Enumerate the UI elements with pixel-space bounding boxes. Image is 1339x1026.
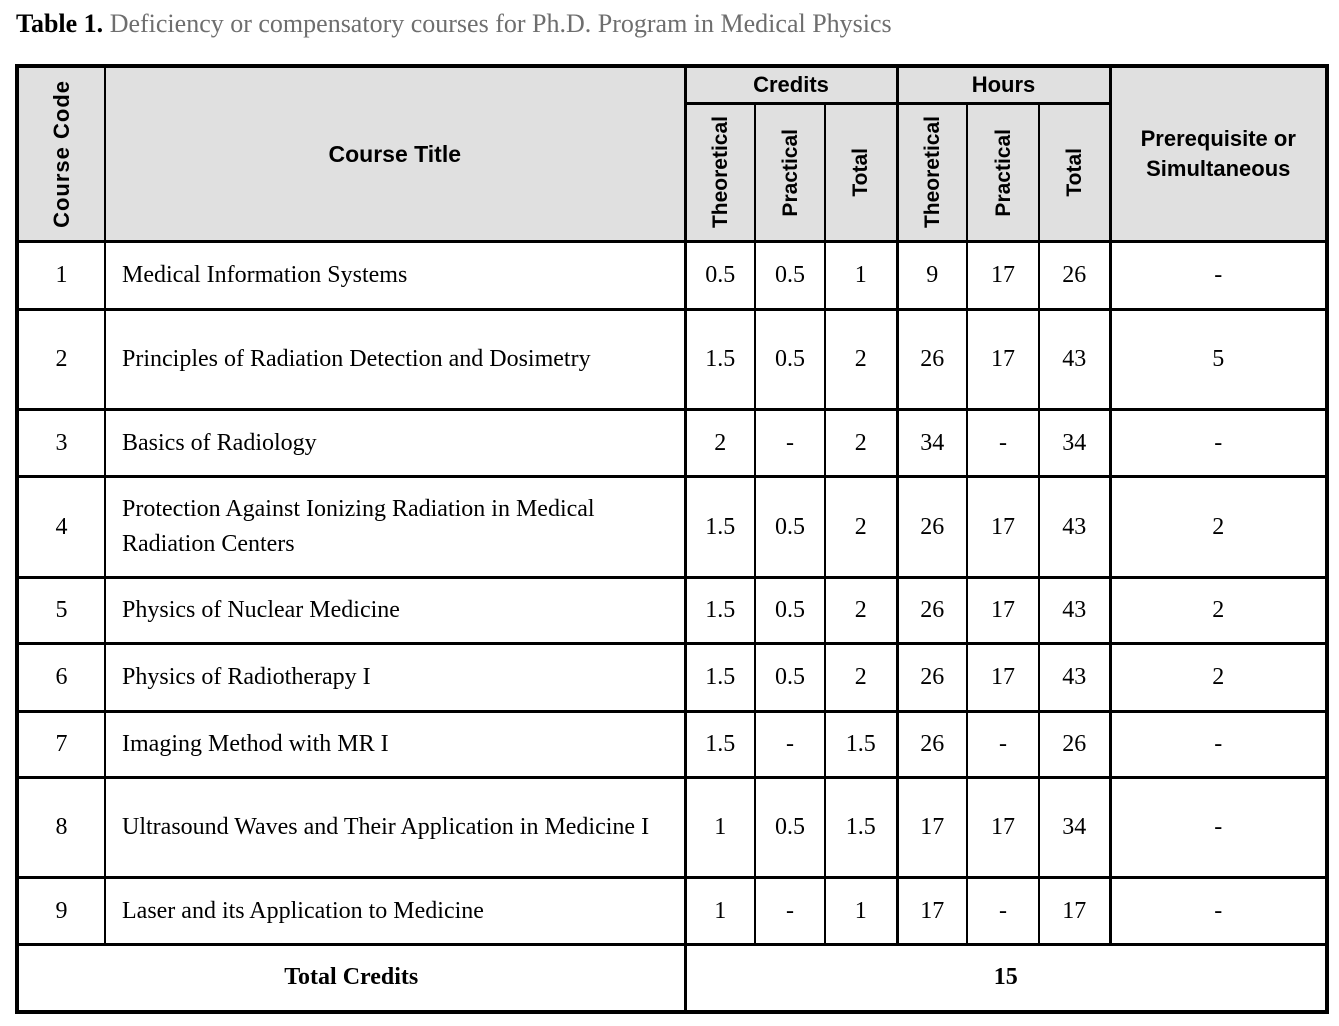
cell-credits-theoretical: 1.5 (685, 310, 755, 410)
cell-credits-practical: 0.5 (755, 778, 825, 878)
cell-prerequisite: 2 (1110, 477, 1327, 578)
cell-credits-practical: 0.5 (755, 578, 825, 644)
table-row (17, 477, 1327, 578)
cell-course-code: 5 (17, 578, 105, 644)
cell-credits-practical: - (755, 878, 825, 945)
cell-credits-practical: 0.5 (755, 242, 825, 310)
cell-credits-total: 2 (825, 310, 897, 410)
table-caption-text: Deficiency or compensatory courses for Ph.D. Program in Medical Physics (103, 9, 892, 38)
cell-hours-total: 26 (1039, 242, 1110, 310)
cell-hours-theoretical: 26 (897, 310, 967, 410)
cell-credits-total: 2 (825, 410, 897, 477)
cell-hours-theoretical: 9 (897, 242, 967, 310)
cell-credits-theoretical: 1 (685, 878, 755, 945)
cell-hours-practical: - (967, 878, 1039, 945)
cell-credits-practical: 0.5 (755, 477, 825, 578)
cell-course-title: Protection Against Ionizing Radiation in Medical Radiation Centers (105, 477, 685, 578)
cell-hours-practical: 17 (967, 242, 1039, 310)
cell-credits-total: 1 (825, 878, 897, 945)
header-prerequisite: Prerequisite or Simultaneous (1110, 66, 1327, 242)
cell-prerequisite: - (1110, 878, 1327, 945)
cell-credits-total: 1.5 (825, 778, 897, 878)
cell-hours-total: 17 (1039, 878, 1110, 945)
cell-credits-theoretical: 1 (685, 778, 755, 878)
cell-prerequisite: - (1110, 778, 1327, 878)
header-credits-practical: Practical (755, 104, 825, 242)
cell-hours-theoretical: 26 (897, 644, 967, 712)
table-caption (16, 8, 892, 39)
header-course-title: Course Title (105, 66, 685, 242)
cell-hours-total: 34 (1039, 778, 1110, 878)
header-hours-group: Hours (897, 66, 1110, 104)
cell-course-code: 6 (17, 644, 105, 712)
cell-hours-theoretical: 26 (897, 578, 967, 644)
cell-credits-practical: - (755, 712, 825, 778)
cell-credits-theoretical: 2 (685, 410, 755, 477)
table-row (17, 242, 1327, 310)
cell-credits-total: 2 (825, 477, 897, 578)
cell-hours-practical: - (967, 712, 1039, 778)
header-course-code: Course Code (17, 66, 105, 242)
cell-course-code: 2 (17, 310, 105, 410)
cell-hours-practical: 17 (967, 778, 1039, 878)
total-credits-label: Total Credits (17, 945, 685, 1012)
cell-credits-total: 1.5 (825, 712, 897, 778)
header-hours-total: Total (1039, 104, 1110, 242)
table-row (17, 712, 1327, 778)
cell-course-title: Principles of Radiation Detection and Dosimetry (105, 310, 685, 410)
cell-hours-practical: 17 (967, 578, 1039, 644)
cell-credits-total: 2 (825, 578, 897, 644)
cell-course-code: 8 (17, 778, 105, 878)
cell-credits-practical: - (755, 410, 825, 477)
cell-hours-practical: 17 (967, 310, 1039, 410)
cell-prerequisite: - (1110, 242, 1327, 310)
cell-hours-total: 43 (1039, 578, 1110, 644)
cell-course-title: Physics of Radiotherapy I (105, 644, 685, 712)
cell-credits-theoretical: 1.5 (685, 477, 755, 578)
footer-row (17, 945, 1327, 1012)
cell-course-title: Medical Information Systems (105, 242, 685, 310)
cell-hours-practical: 17 (967, 644, 1039, 712)
cell-course-code: 4 (17, 477, 105, 578)
table-body (17, 242, 1327, 945)
cell-course-title: Laser and its Application to Medicine (105, 878, 685, 945)
header-hours-practical: Practical (967, 104, 1039, 242)
table-row (17, 878, 1327, 945)
table-header (17, 66, 1327, 242)
cell-credits-total: 1 (825, 242, 897, 310)
cell-prerequisite: 2 (1110, 578, 1327, 644)
cell-hours-practical: - (967, 410, 1039, 477)
cell-hours-theoretical: 17 (897, 778, 967, 878)
cell-hours-total: 34 (1039, 410, 1110, 477)
table-row (17, 310, 1327, 410)
courses-table (15, 64, 1329, 1014)
cell-hours-total: 26 (1039, 712, 1110, 778)
header-hours-theoretical: Theoretical (897, 104, 967, 242)
table-row (17, 578, 1327, 644)
table-row (17, 644, 1327, 712)
cell-credits-practical: 0.5 (755, 310, 825, 410)
cell-course-code: 7 (17, 712, 105, 778)
cell-prerequisite: - (1110, 410, 1327, 477)
cell-hours-total: 43 (1039, 477, 1110, 578)
table-caption-label: Table 1. (16, 9, 104, 38)
cell-credits-total: 2 (825, 644, 897, 712)
cell-credits-practical: 0.5 (755, 644, 825, 712)
cell-course-code: 3 (17, 410, 105, 477)
cell-hours-theoretical: 17 (897, 878, 967, 945)
table-row (17, 410, 1327, 477)
cell-course-title: Ultrasound Waves and Their Application in Medicine I (105, 778, 685, 878)
table-row (17, 778, 1327, 878)
cell-hours-practical: 17 (967, 477, 1039, 578)
cell-prerequisite: - (1110, 712, 1327, 778)
header-credits-theoretical: Theoretical (685, 104, 755, 242)
cell-hours-theoretical: 26 (897, 712, 967, 778)
cell-prerequisite: 5 (1110, 310, 1327, 410)
header-credits-group: Credits (685, 66, 897, 104)
cell-hours-total: 43 (1039, 310, 1110, 410)
total-credits-value: 15 (685, 945, 1327, 1012)
cell-credits-theoretical: 1.5 (685, 644, 755, 712)
cell-course-title: Imaging Method with MR I (105, 712, 685, 778)
cell-prerequisite: 2 (1110, 644, 1327, 712)
cell-hours-theoretical: 34 (897, 410, 967, 477)
cell-course-code: 9 (17, 878, 105, 945)
cell-course-title: Physics of Nuclear Medicine (105, 578, 685, 644)
cell-course-title: Basics of Radiology (105, 410, 685, 477)
cell-hours-total: 43 (1039, 644, 1110, 712)
table-footer (17, 945, 1327, 1012)
cell-hours-theoretical: 26 (897, 477, 967, 578)
cell-course-code: 1 (17, 242, 105, 310)
header-credits-total: Total (825, 104, 897, 242)
cell-credits-theoretical: 1.5 (685, 578, 755, 644)
cell-credits-theoretical: 1.5 (685, 712, 755, 778)
cell-credits-theoretical: 0.5 (685, 242, 755, 310)
